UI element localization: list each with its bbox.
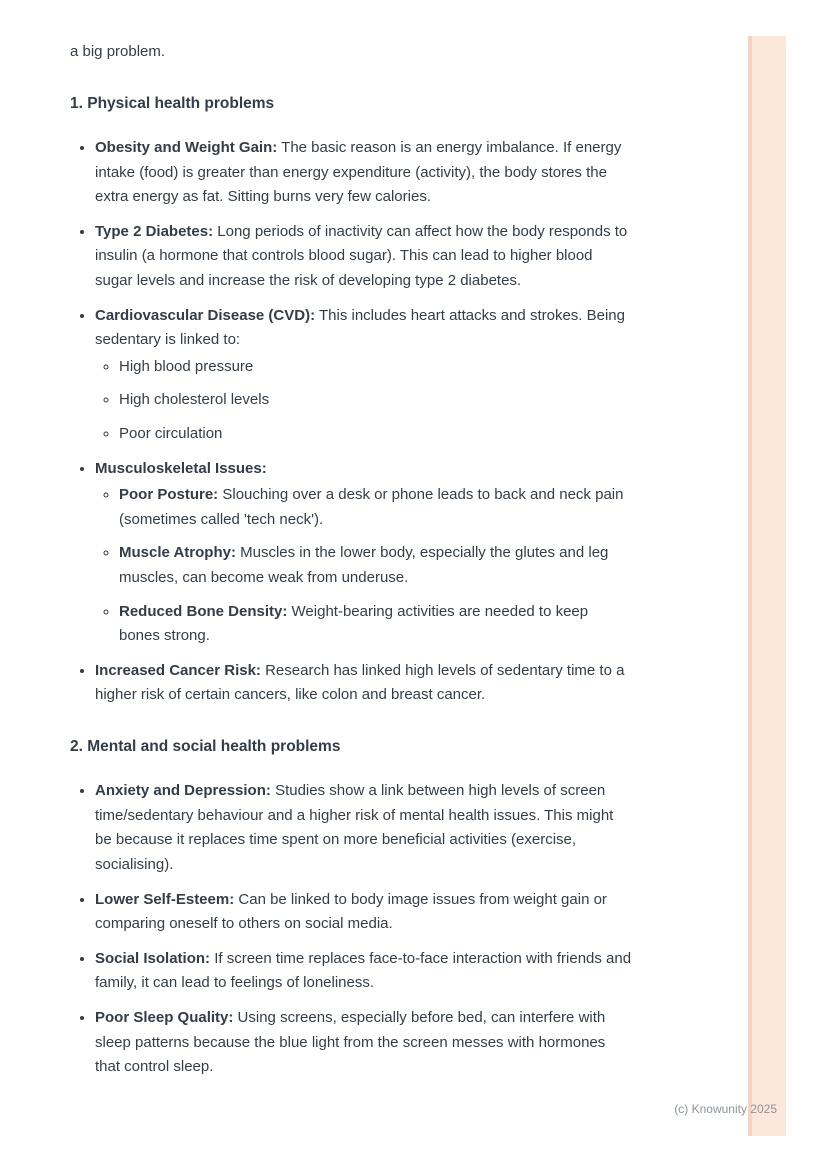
item-text: Long periods of inactivity can affect how the body responds to insulin (a hormone that controls blood sugar). This can lead to higher blood sugar levels and increase the risk of developing type 2 diabetes.	[95, 222, 628, 289]
item-text: High blood pressure	[119, 357, 254, 375]
list-item	[95, 779, 632, 877]
sub-list-item	[119, 422, 632, 447]
list-item	[95, 220, 632, 294]
item-label: Poor Sleep Quality:	[95, 1009, 234, 1027]
item-text: Muscles in the lower body, especially the glutes and leg muscles, can become weak from underuse.	[119, 544, 609, 586]
item-text: Slouching over a desk or phone leads to back and neck pain (sometimes called 'tech neck').	[119, 486, 624, 528]
document-content	[70, 40, 632, 1090]
sub-list-item	[119, 483, 632, 532]
musculoskeletal-sublist	[95, 483, 632, 649]
item-text: This includes heart attacks and strokes. Being sedentary is linked to:	[95, 306, 625, 349]
item-label: Increased Cancer Risk:	[95, 661, 261, 679]
section-heading-mental: 2. Mental and social health problems	[70, 737, 341, 755]
item-label: Reduced Bone Density:	[119, 602, 288, 620]
item-text: Studies show a link between high levels of screen time/sedentary behaviour and a higher risk of mental health issues. This might be because it replaces time spent on more beneficial activities (exercise, socialising).	[95, 782, 614, 874]
list-item	[95, 1006, 632, 1080]
item-label: Obesity and Weight Gain:	[95, 139, 278, 156]
item-label: Cardiovascular Disease (CVD):	[95, 306, 316, 324]
item-text: High cholesterol levels	[119, 391, 270, 409]
sub-list-item	[119, 388, 632, 413]
list-item	[95, 136, 632, 210]
item-label: Muscle Atrophy:	[119, 544, 236, 562]
page-edge-strip	[748, 36, 786, 1136]
item-text: Can be linked to body image issues from weight gain or comparing oneself to others on social media.	[95, 890, 607, 933]
item-text: Using screens, especially before bed, can interfere with sleep patterns because the blue light from the screen messes with hormones that control sleep.	[95, 1009, 606, 1076]
item-text: If screen time replaces face-to-face interaction with friends and family, it can lead to feelings of loneliness.	[95, 949, 632, 992]
section-heading-physical: 1. Physical health problems	[70, 94, 275, 112]
sub-list-item	[119, 355, 632, 380]
mental-problems-list	[70, 779, 632, 1080]
item-label: Lower Self-Esteem:	[95, 890, 235, 908]
list-item	[95, 304, 632, 447]
list-item	[95, 947, 632, 996]
intro-paragraph: a big problem.	[70, 43, 166, 60]
item-label: Social Isolation:	[95, 949, 211, 967]
item-text: Weight-bearing activities are needed to keep bones strong.	[119, 602, 589, 645]
item-label: Anxiety and Depression:	[95, 782, 271, 800]
list-item	[95, 457, 632, 649]
item-label: Musculoskeletal Issues:	[95, 459, 267, 477]
item-text: The basic reason is an energy imbalance. If energy intake (food) is greater than energy expenditure (activity), the body stores the extra energy as fat. Sitting burns very few calories.	[95, 139, 622, 206]
item-text: Poor circulation	[119, 424, 223, 442]
watermark: (c) Knowunity 2025	[674, 1102, 777, 1116]
physical-problems-list	[70, 136, 632, 708]
sub-list-item	[119, 600, 632, 649]
item-label: Poor Posture:	[119, 486, 219, 504]
item-label: Type 2 Diabetes:	[95, 222, 214, 240]
list-item	[95, 659, 632, 708]
list-item	[95, 888, 632, 937]
sub-list-item	[119, 541, 632, 590]
item-text: Research has linked high levels of sedentary time to a higher risk of certain cancers, like colon and breast cancer.	[95, 661, 625, 704]
cvd-sublist	[95, 355, 632, 447]
